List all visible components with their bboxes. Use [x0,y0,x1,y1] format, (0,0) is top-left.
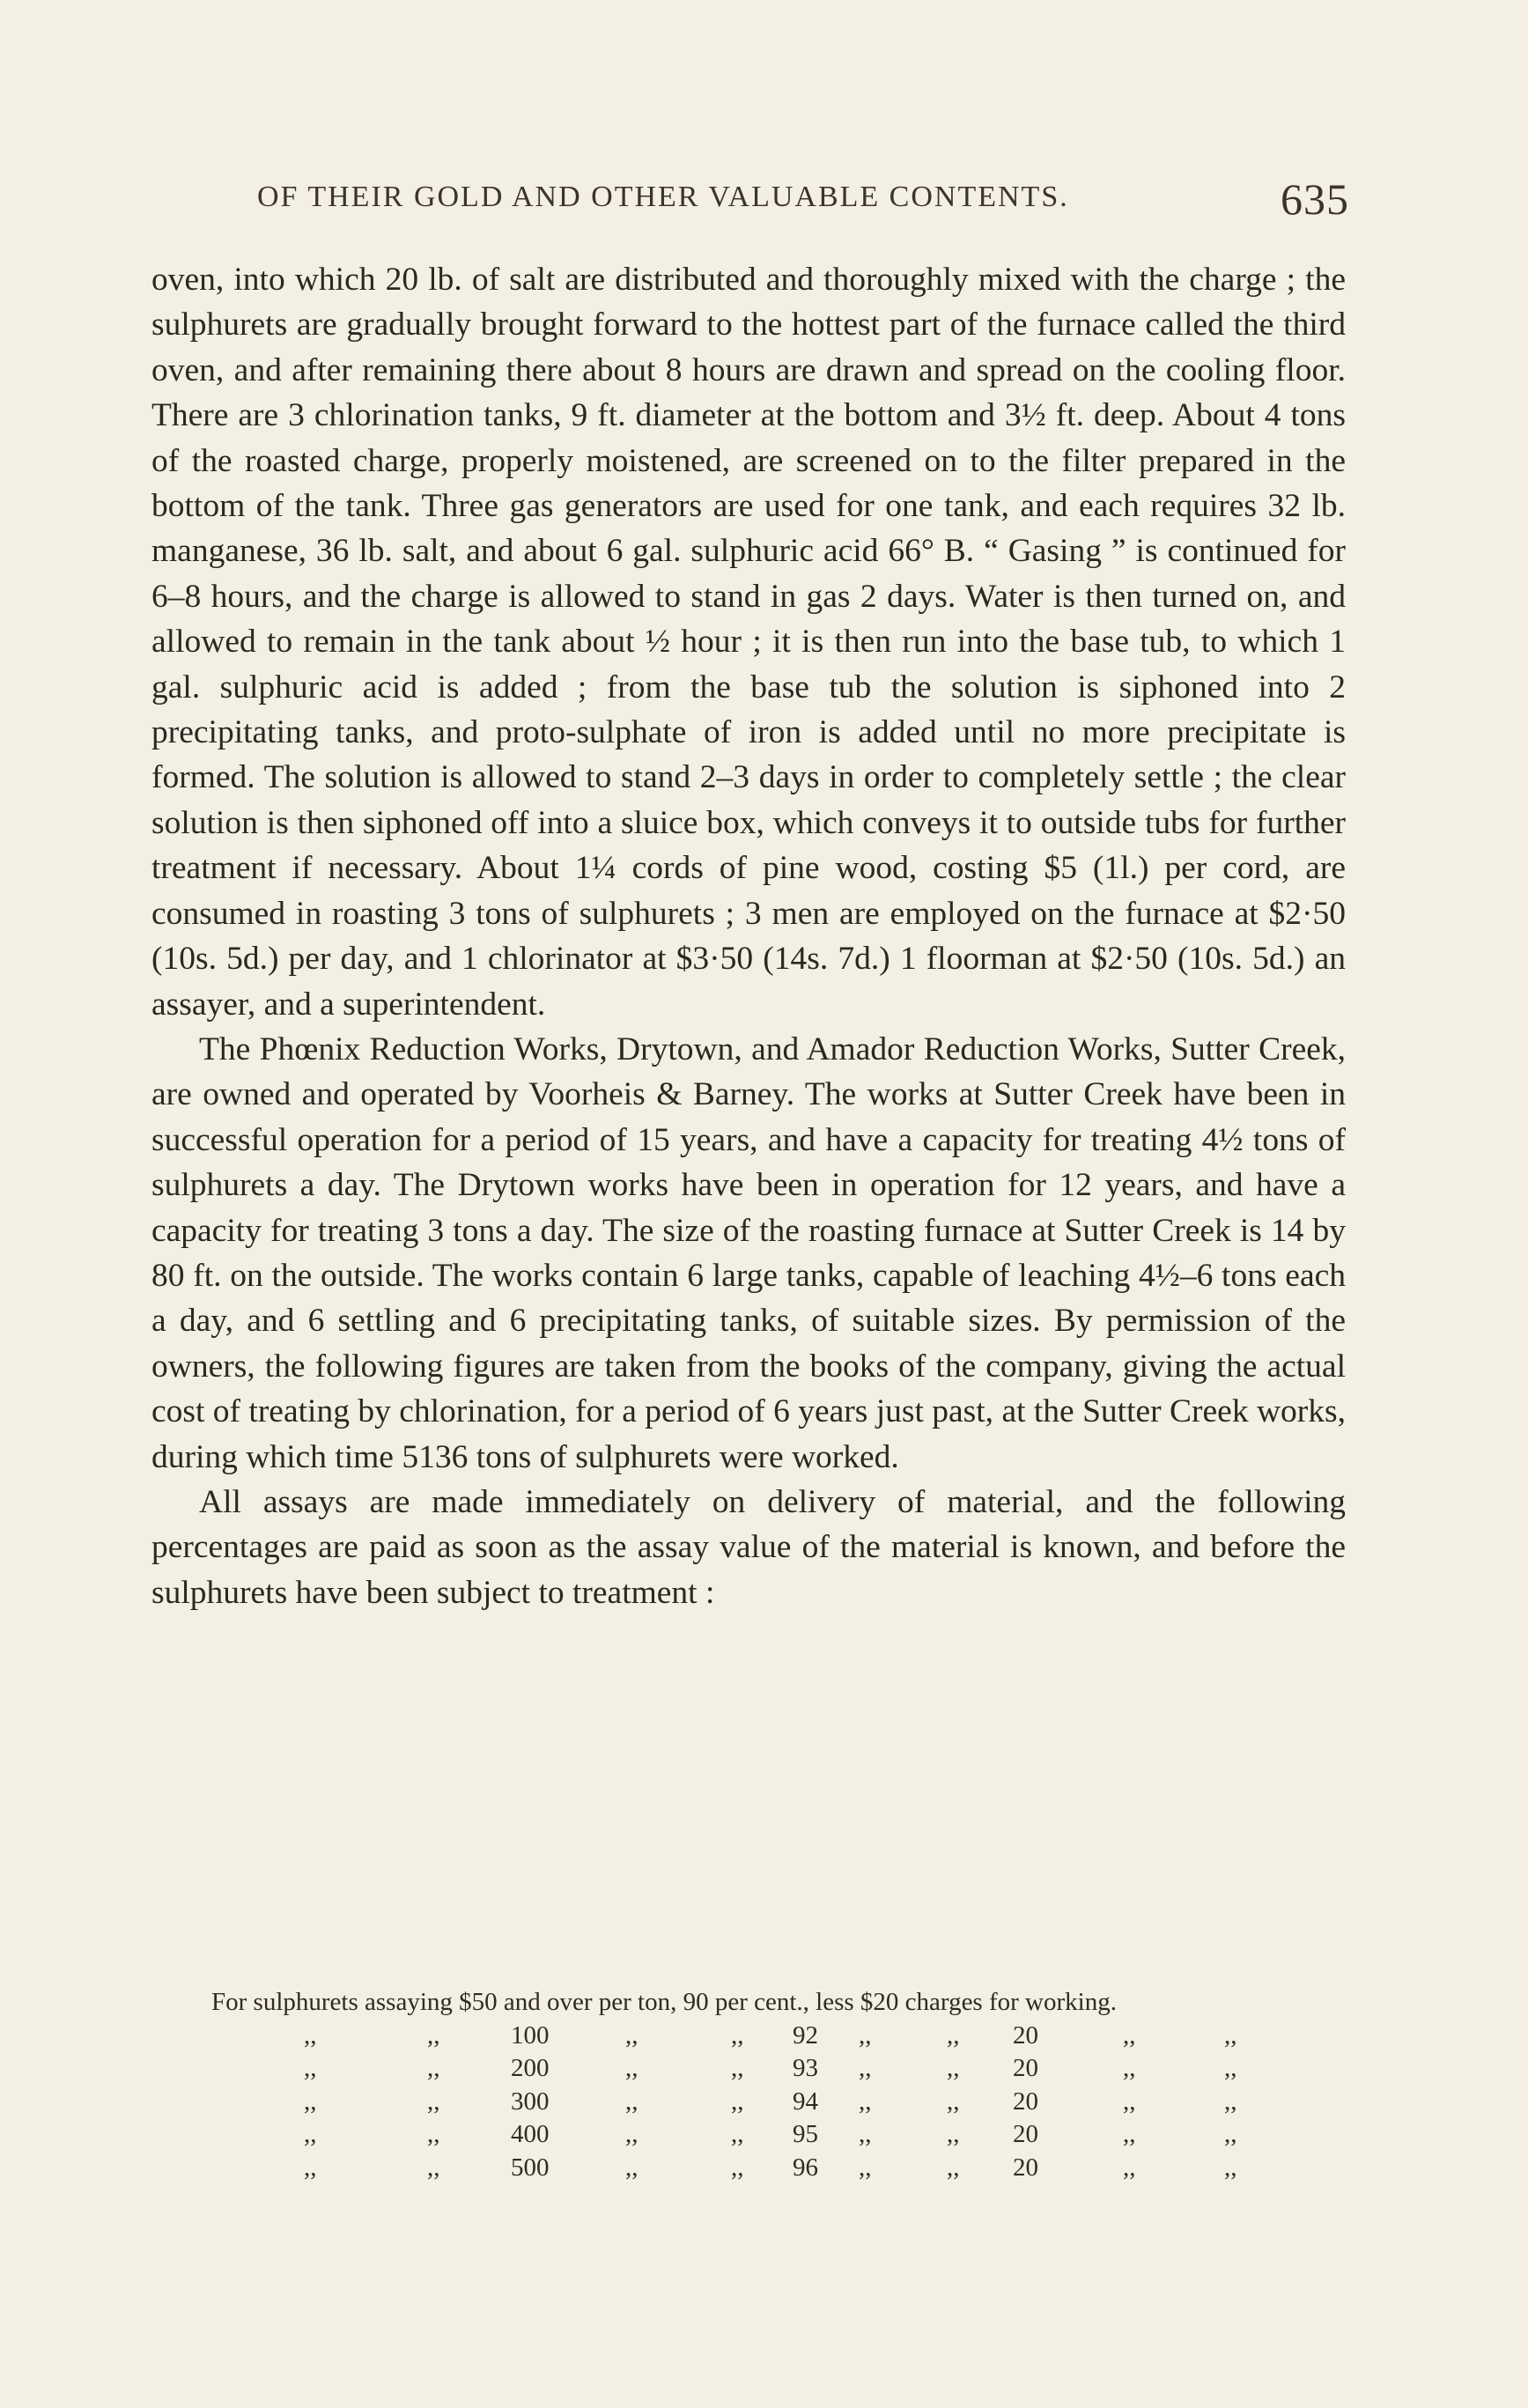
table-row [211,2086,1391,2119]
ditto-mark: ,, [304,2120,317,2148]
ditto-mark: ,, [1123,2120,1136,2148]
page-number: 635 [1281,174,1349,224]
assay-value: 500 [511,2153,550,2182]
percent-paid: 93 [793,2054,818,2082]
ditto-mark: ,, [427,2120,440,2148]
assay-percentage-table [211,1986,1391,2184]
ditto-mark: ,, [731,2054,744,2082]
table-row [211,1986,1391,2020]
ditto-mark: ,, [1224,2120,1237,2148]
table-first-row: For sulphurets assaying $50 and over per ton, 90 per cent., less $20 charges for working. [211,1988,1117,2016]
ditto-mark: ,, [947,2153,960,2182]
ditto-mark: ,, [427,2054,440,2082]
ditto-mark: ,, [859,2120,872,2148]
ditto-mark: ,, [731,2087,744,2116]
ditto-mark: ,, [947,2020,960,2050]
ditto-mark: ,, [304,2153,317,2182]
paragraph: All assays are made immediately on delivery of material, and the following percentages are paid as soon as the assay value of the material is known, and before the sulphurets have been subject to treatment : [151,1483,1346,1611]
ditto-mark: ,, [427,2087,440,2116]
percent-paid: 96 [793,2153,818,2182]
ditto-mark: ,, [947,2087,960,2116]
ditto-mark: ,, [1123,2020,1136,2050]
ditto-mark: ,, [859,2054,872,2082]
ditto-mark: ,, [304,2087,317,2116]
assay-value: 200 [511,2054,550,2082]
working-charge: 20 [1013,2153,1038,2182]
ditto-mark: ,, [304,2020,317,2050]
assay-value: 300 [511,2087,550,2116]
ditto-mark: ,, [1123,2054,1136,2082]
percent-paid: 92 [793,2020,818,2050]
ditto-mark: ,, [625,2120,639,2148]
ditto-mark: ,, [625,2153,639,2182]
table-row [211,2020,1391,2053]
table-row [211,2152,1391,2185]
ditto-mark: ,, [625,2087,639,2116]
ditto-mark: ,, [731,2120,744,2148]
running-title: OF THEIR GOLD AND OTHER VALUABLE CONTENTS. [257,181,1069,213]
ditto-mark: ,, [1224,2087,1237,2116]
paragraph: The Phœnix Reduction Works, Drytown, and Amador Reduction Works, Sutter Creek, are owned and operated by Voorheis & Barney. The works at Sutter Creek have been in successful operation for a period of 15 years, and have a capacity for treating 4½ tons of sulphurets a day. The Drytown works have been in operation for 12 years, and have a capacity for treating 3 tons a day. The size of the roasting furnace at Sutter Creek is 14 by 80 ft. on the outside. The works contain 6 large tanks, capable of leaching 4½–6 tons each a day, and 6 settling and 6 precipitating tanks, of suitable sizes. By permission of the owners, the following figures are taken from the books of the company, giving the actual cost of treating by chlorination, for a period of 6 years just past, at the Sutter Creek works, during which time 5136 tons of sulphurets were worked. [151,1030,1346,1475]
ditto-mark: ,, [859,2087,872,2116]
assay-value: 100 [511,2020,550,2050]
ditto-mark: ,, [947,2054,960,2082]
table-row [211,2052,1391,2086]
working-charge: 20 [1013,2120,1038,2148]
body-text [151,257,1346,1615]
running-header [257,174,1349,224]
working-charge: 20 [1013,2054,1038,2082]
ditto-mark: ,, [427,2153,440,2182]
assay-value: 400 [511,2120,550,2148]
percent-paid: 95 [793,2120,818,2148]
working-charge: 20 [1013,2087,1038,2116]
ditto-mark: ,, [1224,2153,1237,2182]
percent-paid: 94 [793,2087,818,2116]
ditto-mark: ,, [731,2153,744,2182]
working-charge: 20 [1013,2020,1038,2050]
ditto-mark: ,, [427,2020,440,2050]
ditto-mark: ,, [1123,2087,1136,2116]
ditto-mark: ,, [625,2054,639,2082]
ditto-mark: ,, [859,2020,872,2050]
ditto-mark: ,, [304,2054,317,2082]
ditto-mark: ,, [1224,2020,1237,2050]
ditto-mark: ,, [1123,2153,1136,2182]
ditto-mark: ,, [1224,2054,1237,2082]
paragraph: oven, into which 20 lb. of salt are distributed and thoroughly mixed with the charge ; the sulphurets are gradually brought forward to the hottest part of the furnace called the third oven, and after remaining there about 8 hours are drawn and spread on the cooling floor. There are 3 chlorination tanks, 9 ft. diameter at the bottom and 3½ ft. deep. About 4 tons of the roasted charge, properly moistened, are screened on to the filter prepared in the bottom of the tank. Three gas generators are used for one tank, and each requires 32 lb. manganese, 36 lb. salt, and about 6 gal. sulphuric acid 66° B. “ Gasing ” is continued for 6–8 hours, and the charge is allowed to stand in gas 2 days. Water is then turned on, and allowed to remain in the tank about ½ hour ; it is then run into the base tub, to which 1 gal. sulphuric acid is added ; from the base tub the solution is siphoned into 2 precipitating tanks, and proto-sulphate of iron is added until no more precipitate is formed. The solution is allowed to stand 2–3 days in order to completely settle ; the clear solution is then siphoned off into a sluice box, which conveys it to outside tubs for further treatment if necessary. About 1¼ cords of pine wood, costing $5 (1l.) per cord, are consumed in roasting 3 tons of sulphurets ; 3 men are employed on the furnace at $2·50 (10s. 5d.) per day, and 1 chlorinator at $3·50 (14s. 7d.) 1 floorman at $2·50 (10s. 5d.) an assayer, and a superintendent. [151,262,1346,1023]
ditto-mark: ,, [859,2153,872,2182]
ditto-mark: ,, [731,2020,744,2050]
ditto-mark: ,, [625,2020,639,2050]
table-row [211,2118,1391,2152]
ditto-mark: ,, [947,2120,960,2148]
